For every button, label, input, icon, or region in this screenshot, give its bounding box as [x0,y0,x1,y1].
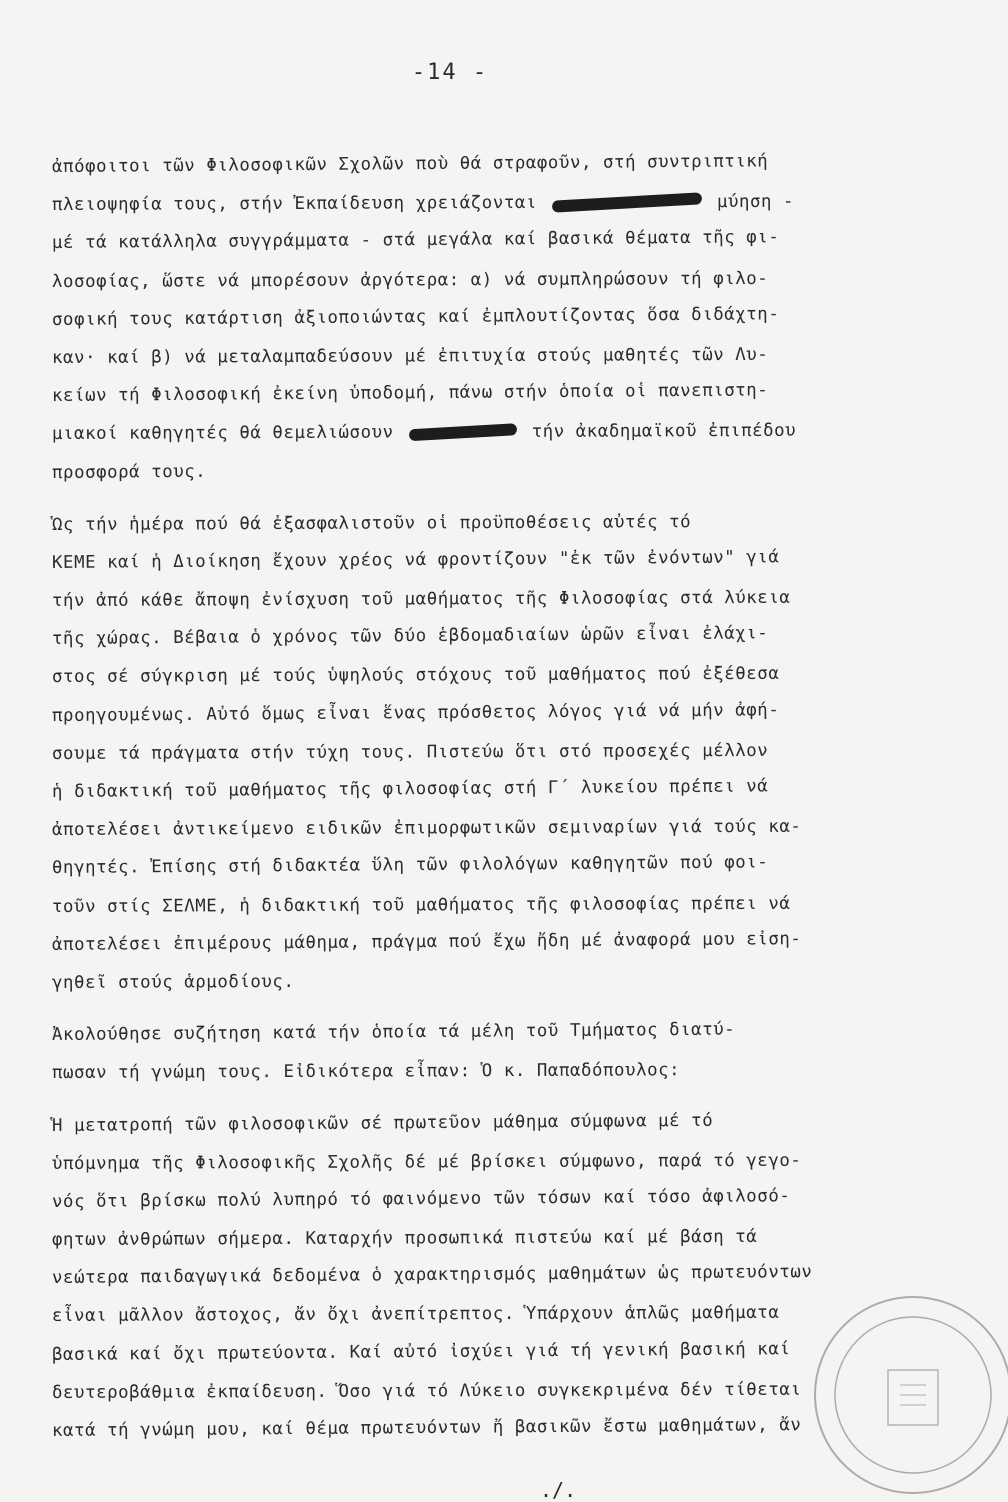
text-line: κατά τή γνώμη μου, καί θέμα πρωτευόντων ἤ βασικῶν ἔστω μαθημάτων, ἄν [51,1415,802,1441]
redacted-word [408,423,517,441]
text-line: νός ὅτι βρίσκω πολύ λυπηρό τό φαινόμενο τῶν τόσων καί τόσο ἀφιλοσό- [51,1186,791,1212]
text-line: ἀπόφοιτοι τῶν Φιλοσοφικῶν Σχολῶν ποὺ θά στραφοῦν, στή συντριπτική [51,151,769,177]
text-line: πλειοψηφία τους, στήν Ἐκπαίδευση χρειάζονται μύηση - [51,191,795,216]
text-line: ἀποτελέσει ἐπιμέρους μάθημα, πράγμα πού ἔχω ἤδη μέ ἀναφορά μου εἰση- [51,928,802,955]
text-line: εἶναι μᾶλλον ἄστοχος, ἄν ὄχι ἀνεπίτρεπτος. Ὑπάρχουν ἁπλῶς μαθήματα [51,1303,780,1327]
text-line: ΚΕΜΕ καί ἡ Διοίκηση ἔχουν χρέος νά φροντίζουν "ἐκ τῶν ἐνόντων" γιά [51,547,780,573]
official-seal-stamp [808,1290,1008,1500]
text-line: στος σέ σύγκριση μέ τούς ὑψηλούς στόχους τοῦ μαθήματος πού ἐξέθεσα [51,664,780,688]
text-line: Ὡς τήν ἡμέρα πού θά ἐξασφαλιστοῦν οἱ προϋποθέσεις αὐτές τό [51,511,692,535]
page-number: -14 - [411,60,489,85]
text-line: τήν ἀπό κάθε ἄποψη ἐνίσχυση τοῦ μαθήματος τῆς Φιλοσοφίας στά λύκεια [51,587,791,612]
text-line: δευτεροβάθμια ἐκπαίδευση. Ὅσο γιά τό Λύκειο συγκεκριμένα δέν τίθεται [51,1379,802,1403]
text-line: σουμε τά πράγματα στήν τύχη τους. Πιστεύω ὅτι στό προσεχές μέλλον [51,740,769,764]
text-line: τοῦν στίς ΣΕΛΜΕ, ἡ διδακτική τοῦ μαθήματος τῆς φιλοσοφίας πρέπει νά [51,893,791,917]
text-line: νεώτερα παιδαγωγικά δεδομένα ὁ χαρακτηρισμός μαθημάτων ὡς πρωτευόντων [51,1262,813,1289]
text-line: γηθεῖ στούς ἁρμοδίους. [51,971,295,993]
redacted-word [552,192,702,212]
text-line: φητων ἀνθρώπων σήμερα. Καταρχήν προσωπικά πιστεύω καί μέ βάση τά [51,1226,758,1251]
text-line: τῆς χώρας. Βέβαια ὁ χρόνος τῶν δύο ἑβδομαδιαίων ὡρῶν εἶναι ἐλάχι- [51,623,769,650]
text-line: θηγητές. Ἐπίσης στή διδακτέα ὕλη τῶν φιλολόγων καθηγητῶν πού φοι- [51,852,769,879]
text-line: κείων τή Φιλοσοφική ἐκείνη ὑποδομή, πάνω στήν ὁποία οἱ πανεπιστη- [51,380,769,407]
text-line: ἀποτελέσει ἀντικείμενο ειδικῶν ἐπιμορφωτικῶν σεμιναρίων γιά τούς κα- [51,816,802,841]
body-text [52,148,982,1450]
text-line: προσφορά τους. [51,461,207,483]
continuation-mark: ./. [540,1478,577,1502]
text-line: προηγουμένως. Αὐτό ὅμως εἶναι ἕνας πρόσθετος λόγος γιά νά μήν ἀφή- [51,699,780,726]
text-line: σοφική τους κατάρτιση ἀξιοποιώντας καί ἐμπλουτίζοντας ὅσα διδάχτη- [51,304,780,330]
text-line: λοσοφίας, ὥστε νά μπορέσουν ἀργότερα: α) νά συμπληρώσουν τή φιλο- [51,268,769,292]
text-line: Ἡ μετατροπή τῶν φιλοσοφικῶν σέ πρωτεῦον μάθημα σύμφωνα μέ τό [51,1110,714,1136]
text-line: μιακοί καθηγητές θά θεμελιώσουν τήν ἀκαδημαϊκοῦ ἐπιπέδου [51,421,797,445]
text-line: μέ τά κατάλληλα συγγράμματα - στά μεγάλα καί βασικά θέματα τῆς φι- [51,227,780,254]
text-line: πωσαν τή γνώμη τους. Εἰδικότερα εἶπαν: Ὁ κ. Παπαδόπουλος: [51,1060,681,1084]
text-line: ὑπόμνημα τῆς Φιλοσοφικῆς Σχολῆς δέ μέ βρίσκει σύμφωνο, παρά τό γεγο- [51,1150,802,1174]
text-line: ἡ διδακτική τοῦ μαθήματος τῆς φιλοσοφίας στή Γ΄ λυκείου πρέπει νά [51,776,769,802]
text-line: καν· καί β) νά μεταλαμπαδεύσουν μέ ἐπιτυχία στούς μαθητές τῶν Λυ- [51,344,769,368]
text-line: Ἀκολούθησε συζήτηση κατά τήν ὁποία τά μέλη τοῦ Τμήματος διατύ- [51,1019,736,1046]
text-line: βασικά καί ὄχι πρωτεύοντα. Καί αὐτό ἰσχύει γιά τή γενική βασική καί [51,1338,791,1365]
